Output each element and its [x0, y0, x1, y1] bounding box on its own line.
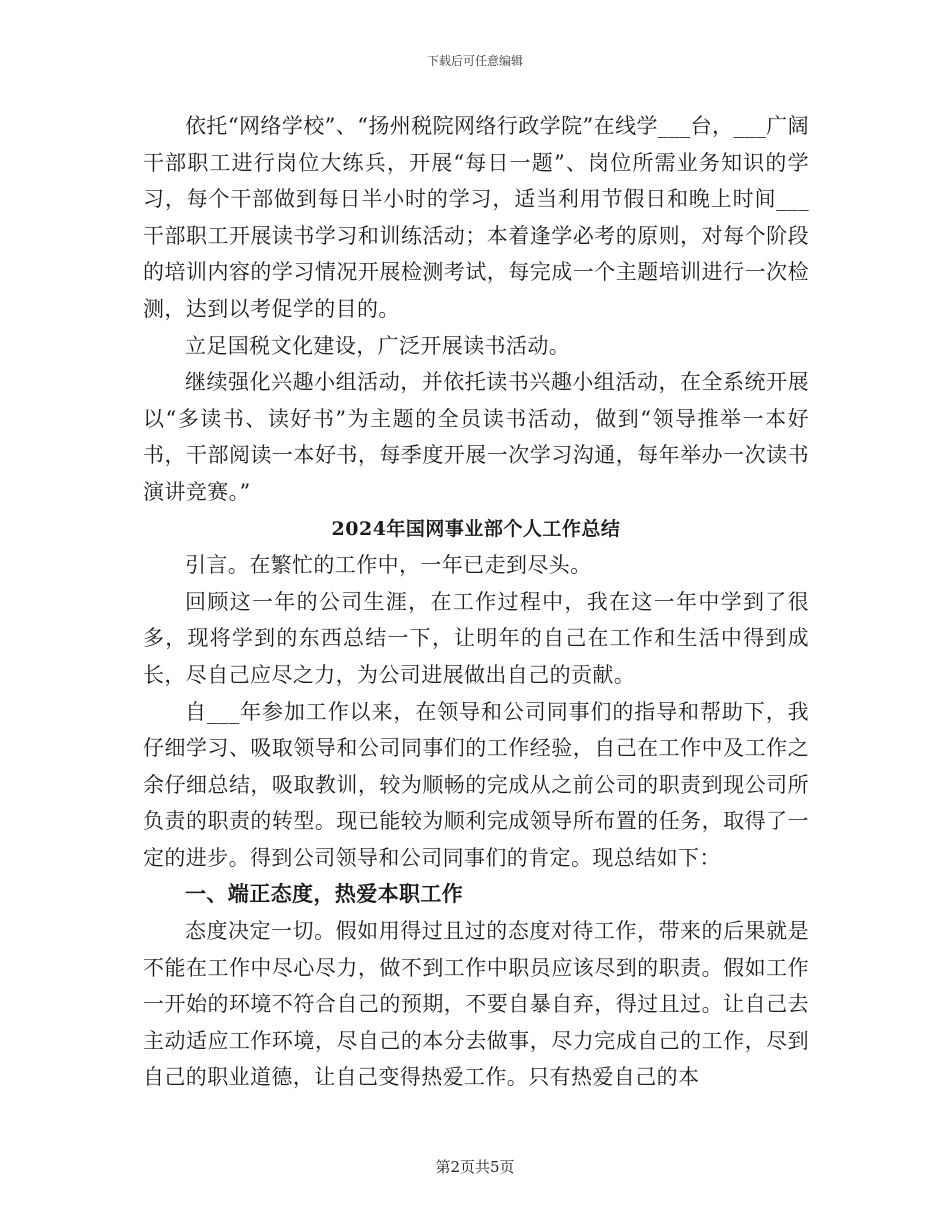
paragraph-since-joining: 自___年参加工作以来，在领导和公司同事们的指导和帮助下，我仔细学习、吸取领导和公司同事们的工作经验，自己在工作中及工作之余仔细总结，吸取教训，较为顺畅的完成从之前公司的职责到现公司所负责的职责的转型。现已能较为顺利完成领导所布置的任务，取得了一定的进步。得到公司领导和公司同事们的肯定。现总结如下： — [143, 699, 809, 870]
paragraph-online-learning: 依托“网络学校”、“扬州税院网络行政学院”在线学___台，___广阔干部职工进行岗位大练兵，开展“每日一题”、岗位所需业务知识的学习，每个干部做到每日半小时的学习，适当利用节假日和晚上时间___干部职工开展读书学习和训练活动；本着逢学必考的原则，对每个阶段的培训内容的学习情况开展检测考试，每完成一个主题培训进行一次检测，达到以考促学的目的。 — [143, 114, 809, 321]
document-body — [143, 108, 809, 1096]
paragraph-culture-reading: 立足国税文化建设，广泛开展读书活动。 — [185, 333, 571, 358]
page-header: 下载后可任意编辑 — [426, 54, 523, 68]
page-number: 第2页共5页 — [435, 1158, 515, 1176]
paragraph-attitude: 态度决定一切。假如用得过且过的态度对待工作，带来的后果就是不能在工作中尽心尽力，做不到工作中职员应该尽到的职责。假如工作一开始的环境不符合自己的预期，不要自暴自弃，得过且过。让自己去主动适应工作环境，尽自己的本分去做事，尽力完成自己的工作，尽到自己的职业道德，让自己变得热爱工作。只有热爱自己的本 — [143, 919, 809, 1090]
paragraph-interest-groups: 继续强化兴趣小组活动，并依托读书兴趣小组活动，在全系统开展以“多读书、读好书”为主题的全员读书活动，做到“领导推举一本好书，干部阅读一本好书，每季度开展一次学习沟通，每年举办一次读书演讲竞赛。” — [143, 370, 809, 504]
paragraph-introduction: 引言。在繁忙的工作中，一年已走到尽头。 — [185, 553, 592, 578]
section-heading-attitude: 一、端正态度，热爱本职工作 — [185, 881, 464, 907]
paragraph-review: 回顾这一年的公司生涯，在工作过程中，我在这一年中学到了很多，现将学到的东西总结一下，让明年的自己在工作和生活中得到成长，尽自己应尽之力，为公司进展做出自己的贡献。 — [143, 589, 809, 687]
document-title: 2024年国网事业部个人工作总结 — [331, 517, 621, 540]
